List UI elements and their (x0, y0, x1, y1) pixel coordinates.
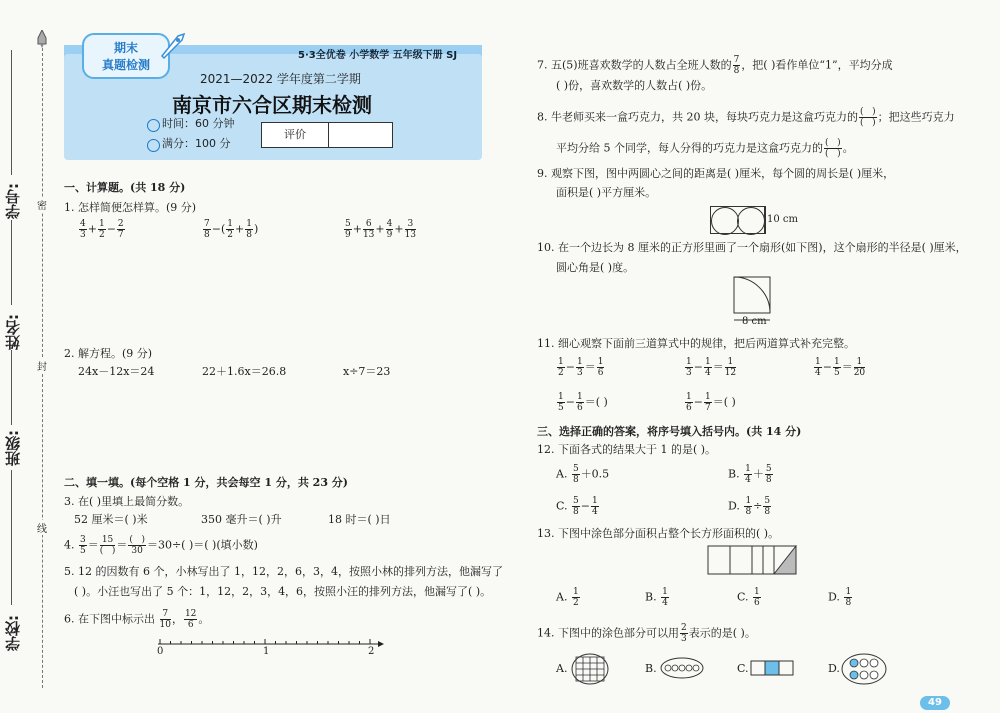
shaded-rectangle-figure (707, 545, 799, 577)
opt-c-label: C. (737, 590, 749, 604)
equation-2: 22＋1.6x＝26.8 (202, 365, 287, 378)
badge-line-2: 真题检测 (101, 58, 150, 72)
question-9-line-2: 面积是( )平方厘米。 (556, 186, 657, 199)
q11-row2-b: $\frac{1}{6}$ − $\frac{1}{7}$ ＝( ) (686, 392, 736, 413)
q1-expression-3: $\frac{5}{9}$ + $\frac{6}{13}$ + $\frac{4}{9}$ + $\frac{3}{13}$ (345, 219, 417, 240)
question-4: 4. $\frac{3}{5}$ ＝ $\frac{15}{( )}$ ＝ $\frac{( )}{30}$ ＝30÷( )＝( )(填小数) (64, 535, 258, 556)
question-5-line-2: ( )。小汪也写出了 5 个：1，12，2，3，4，6，按照小汪的排列方法，他漏写了( )。 (74, 585, 492, 598)
q3-item-c: 18 时＝( )日 (328, 513, 391, 526)
q11-blank-1[interactable]: ( ) (595, 395, 608, 409)
q13-option-c[interactable]: C. $\frac{1}{6}$ (737, 587, 760, 608)
q14-option-a-figure (570, 652, 610, 686)
dimension-label-10cm: 10 cm (767, 214, 798, 225)
evaluation-label: 评价 (262, 123, 329, 147)
q13-option-b[interactable]: B. $\frac{1}{4}$ (645, 587, 668, 608)
circle-right (737, 207, 765, 235)
q14-option-d-label[interactable]: D. (828, 662, 840, 675)
question-10-line-2: 圆心角是( )度。 (556, 261, 635, 274)
page-number: 49 (920, 696, 950, 710)
q7-text: 7. 五(5)班喜欢数学的人数占全班人数的 (537, 58, 732, 72)
series-label: 5·3全优卷 小学数学 五年级下册 SJ (298, 50, 458, 61)
section-1-heading: 一、计算题。(共 18 分) (64, 181, 186, 194)
question-14: 14. 下图中的涂色部分可以用 $\frac{2}{3}$ 表示的是( )。 (537, 623, 756, 644)
seal-char-2: 封 (37, 358, 47, 373)
question-6: 6. 在下图中标示出 $\frac{7}{10}$ ， $\frac{12}{6}$ 。 (64, 609, 210, 630)
question-7-line-2: ( )份，喜欢数学的人数占( )份。 (556, 79, 713, 92)
q12-option-d[interactable]: D. $\frac{1}{8}$ ÷ $\frac{5}{8}$ (728, 496, 771, 517)
score-label: 满分：100 分 (162, 137, 231, 150)
q4-tail: ＝30÷( )＝( )(填小数) (146, 538, 258, 552)
q12a-tail: ＋0.5 (580, 467, 610, 481)
q11-row1-a: $\frac{1}{2}$ − $\frac{1}{3}$ ＝ $\frac{1}{6}$ (558, 357, 604, 378)
exam-badge (82, 33, 170, 79)
q13-option-a[interactable]: A. $\frac{1}{2}$ (556, 587, 579, 608)
q8-text-2: 平均分给 5 个同学，每人分得的巧克力是这盒巧克力的 (556, 141, 823, 155)
question-12: 12. 下面各式的结果大于 1 的是( )。 (537, 443, 717, 456)
q3-item-b: 350 毫升＝( )升 (201, 513, 282, 526)
badge-line-1: 期末 (113, 41, 138, 55)
seal-char-3: 线 (37, 520, 47, 535)
question-8-line-1: 8. 牛老师买来一盒巧克力，共 20 块，每块巧克力是这盒巧克力的 $\frac{( )}{( )}$ ；把这些巧克力 (537, 107, 955, 128)
time-label: 时间：60 分钟 (162, 117, 235, 130)
question-13: 13. 下图中涂色部分面积占整个长方形面积的( )。 (537, 527, 780, 540)
q1-expression-2: $\frac{7}{8}$ −( $\frac{1}{2}$ + $\frac{1}{8}$ ) (204, 219, 259, 240)
q13-option-d[interactable]: D. $\frac{1}{8}$ (828, 587, 852, 608)
circle-left (711, 207, 739, 235)
tick-label-0: 0 (157, 646, 164, 657)
clock-icon (147, 119, 160, 132)
opt-c-label: C. (556, 499, 568, 513)
student-number-line[interactable] (11, 50, 12, 175)
q8-text-b: ；把这些巧克力 (877, 110, 955, 124)
q11-row1-b: $\frac{1}{3}$ − $\frac{1}{4}$ ＝ $\frac{1}{12}$ (686, 357, 737, 378)
page-title: 南京市六合区期末检测 (172, 93, 372, 117)
tick-label-1: 1 (263, 646, 270, 657)
check-icon (147, 139, 160, 152)
binding-rocket-icon (36, 30, 48, 48)
q7-text-b: ，把( )看作单位“1”，平均分成 (741, 58, 893, 72)
q8-text: 8. 牛老师买来一盒巧克力，共 20 块，每块巧克力是这盒巧克力的 (537, 110, 858, 124)
question-8-line-2: 平均分给 5 个同学，每人分得的巧克力是这盒巧克力的 $\frac{( )}{( )}$ 。 (556, 138, 854, 159)
rocket-icon (158, 30, 188, 64)
equation-3: x÷7＝23 (343, 365, 391, 378)
q14-option-a-label[interactable]: A. (556, 662, 568, 675)
q11-row1-c: $\frac{1}{4}$ − $\frac{1}{5}$ ＝ $\frac{1}{20}$ (815, 357, 866, 378)
evaluation-box[interactable] (261, 122, 393, 148)
student-number-label: 学号: (4, 183, 22, 219)
question-9-line-1: 9. 观察下图，图中两圆心之间的距离是( )厘米，每个圆的周长是( )厘米， (537, 167, 895, 180)
class-line[interactable] (11, 350, 12, 425)
term-label: 2021—2022 学年度第二学期 (200, 72, 361, 86)
name-line[interactable] (11, 220, 12, 305)
q14-text: 14. 下图中的涂色部分可以用 (537, 626, 679, 640)
question-10-line-1: 10. 在一个边长为 8 厘米的正方形里画了一个扇形(如下图)，这个扇形的半径是( )厘米， (537, 241, 967, 254)
question-3: 3. 在( )里填上最简分数。 (64, 495, 190, 508)
q14-option-d-figure (840, 652, 888, 686)
opt-d-label: D. (728, 499, 740, 513)
school-label: 学校: (4, 615, 22, 651)
q11-blank-2[interactable]: ( ) (723, 395, 736, 409)
opt-a-label: A. (556, 590, 568, 604)
opt-b-label: B. (728, 467, 740, 481)
q6-text: 6. 在下图中标示出 (64, 612, 155, 626)
seal-char: 密 (37, 197, 47, 212)
q1-expression-1: $\frac{4}{3}$ + $\frac{1}{2}$ − $\frac{2}{7}$ (80, 219, 124, 240)
question-5-line-1: 5. 12 的因数有 6 个，小林写出了 1，12，2，6，3，4，按照小林的排列方法，他漏写了 (64, 565, 503, 578)
name-label: 姓名: (4, 314, 22, 350)
q3-item-a: 52 厘米＝( )米 (74, 513, 148, 526)
equation-1: 24x－12x＝24 (78, 365, 155, 378)
q11-row2-a: $\frac{1}{5}$ − $\frac{1}{6}$ ＝( ) (558, 392, 608, 413)
q14-option-b-label[interactable]: B. (645, 662, 657, 675)
question-1: 1. 怎样简便怎样算。(9 分) (64, 201, 197, 214)
q14-option-c-figure (750, 660, 796, 678)
number-line (150, 636, 390, 662)
question-7-line-1: 7. 五(5)班喜欢数学的人数占全班人数的 $\frac{7}{8}$ ，把( )看作单位“1”，平均分成 (537, 55, 893, 76)
opt-a-label: A. (556, 467, 568, 481)
dimension-label-8cm: 8 cm (742, 316, 767, 327)
tick-label-2: 2 (368, 646, 375, 657)
dimension-line (764, 206, 766, 234)
question-11: 11. 细心观察下面前三道算式中的规律，把后两道算式补充完整。 (537, 337, 855, 350)
q14-tail: 表示的是( )。 (688, 626, 756, 640)
question-2: 2. 解方程。(9 分) (64, 347, 153, 360)
class-label: 班级: (4, 430, 22, 466)
opt-d-label: D. (828, 590, 840, 604)
q12-option-b[interactable]: B. $\frac{1}{4}$ ＋ $\frac{5}{8}$ (728, 464, 772, 485)
q12-option-c[interactable]: C. $\frac{5}{8}$ − $\frac{1}{4}$ (556, 496, 598, 517)
q14-option-c-label[interactable]: C. (737, 662, 749, 675)
school-line[interactable] (11, 470, 12, 605)
section-3-heading: 三、选择正确的答案，将序号填入括号内。(共 14 分) (537, 425, 802, 438)
q14-option-b-figure (659, 656, 705, 680)
q12-option-a[interactable]: A. $\frac{5}{8}$ ＋0.5 (556, 464, 610, 485)
section-2-heading: 二、填一填。(每个空格 1 分，共会每空 1 分，共 23 分) (64, 476, 349, 489)
opt-b-label: B. (645, 590, 657, 604)
